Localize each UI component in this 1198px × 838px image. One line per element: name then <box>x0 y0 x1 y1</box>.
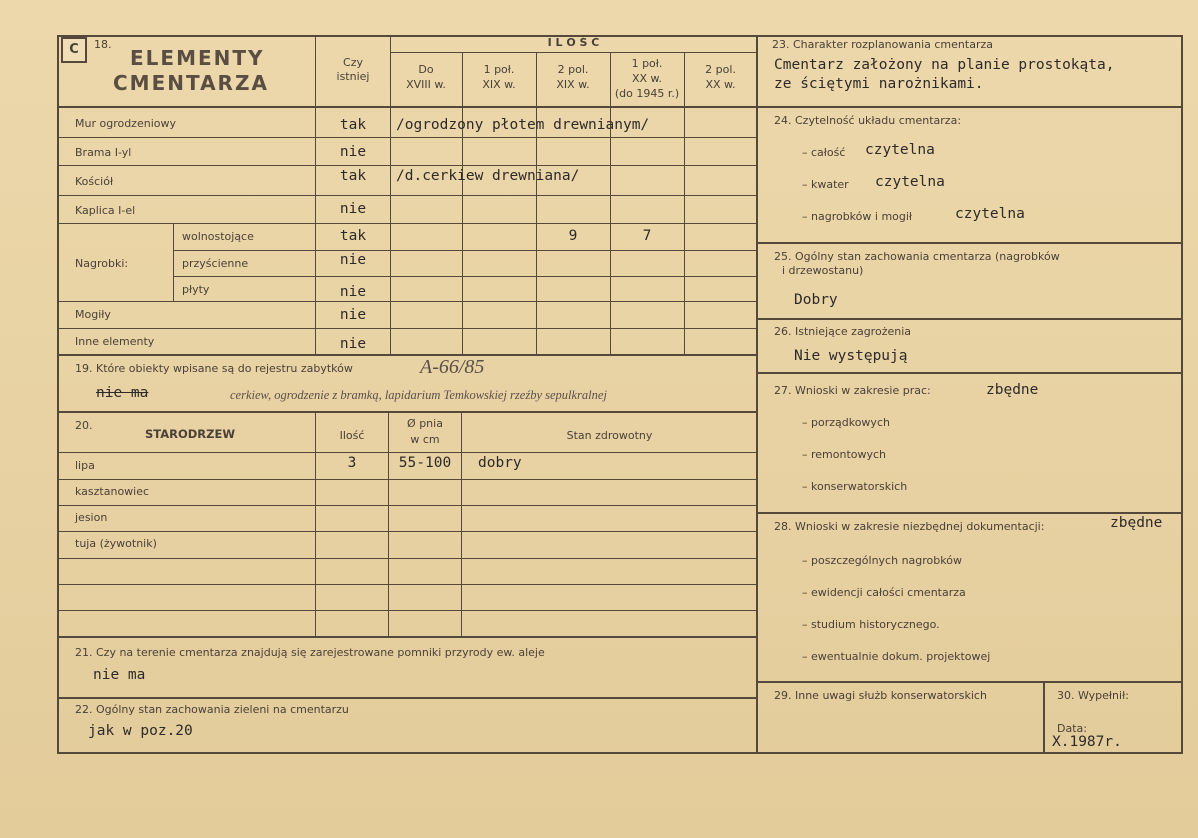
legibility-value-whole: czytelna <box>865 142 935 158</box>
row-label-brama: Brama I-yl <box>75 146 132 159</box>
section-23-value-2: ze ściętymi narożnikami. <box>774 76 984 92</box>
card-type-box: C <box>61 37 87 63</box>
tree-dia-header-1: Ø pnia <box>407 417 443 430</box>
legibility-label-whole: – całość <box>802 146 846 159</box>
period-4-l1: 1 poł. <box>631 57 663 70</box>
section-18-title-1: ELEMENTY <box>130 46 265 70</box>
period-1-l1: Do <box>418 63 434 76</box>
row-exists-inne: nie <box>339 336 367 352</box>
period-1-l2: XVIII w. <box>406 78 446 91</box>
period-3-l1: 2 pol. <box>557 63 589 76</box>
works-item-2: – remontowych <box>802 448 887 461</box>
period-2-l2: XIX w. <box>482 78 516 91</box>
tree-qty-header: Ilość <box>339 429 365 442</box>
works-item-1: – porządkowych <box>802 416 890 429</box>
doc-item-4: – ewentualnie dokum. projektowej <box>802 650 991 663</box>
row-exists-mogily: nie <box>339 307 367 323</box>
tree-state-1: dobry <box>478 455 522 471</box>
sub-count-xx1: 7 <box>642 228 652 244</box>
sub-exists-wolnostojace: tak <box>339 228 367 244</box>
legibility-label-graves: – nagrobków i mogił <box>802 210 913 223</box>
row-exists-kaplica: nie <box>339 201 367 217</box>
section-25-label-2: i drzewostanu) <box>782 264 864 277</box>
exists-header-1: Czy <box>343 56 363 69</box>
sub-label-przyscienne: przyścienne <box>182 257 249 270</box>
row-note-mur: /ogrodzony płotem drewnianym/ <box>396 117 650 133</box>
section-21-value: nie ma <box>93 667 146 683</box>
section-30-label: 30. Wypełnił: <box>1057 689 1129 702</box>
sub-count-xix2: 9 <box>568 228 578 244</box>
row-label-kaplica: Kaplica I-el <box>75 204 136 217</box>
registry-number: A-66/85 <box>420 356 485 378</box>
section-18-number: 18. <box>94 38 112 51</box>
tree-name-1: lipa <box>75 459 95 472</box>
section-25-value: Dobry <box>794 292 838 308</box>
sub-exists-plyty: nie <box>339 284 367 300</box>
doc-item-3: – studium historycznego. <box>802 618 940 631</box>
tree-name-3: jesion <box>75 511 108 524</box>
row-label-inne: Inne elementy <box>75 335 155 348</box>
tree-state-header: Stan zdrowotny <box>566 429 653 442</box>
section-28-value: zbędne <box>1110 515 1163 531</box>
section-23-value-1: Cmentarz założony na planie prostokąta, <box>774 57 1115 73</box>
quantity-header: I L O Ś Ć <box>547 36 600 49</box>
period-4-l2: XX w. <box>631 72 663 85</box>
row-label-nagrobki: Nagrobki: <box>75 257 129 270</box>
legibility-value-quarters: czytelna <box>875 174 945 190</box>
section-26-label: 26. Istniejące zagrożenia <box>774 325 912 338</box>
sub-label-wolnostojace: wolnostojące <box>182 230 254 243</box>
section-18-title-2: CMENTARZA <box>113 71 269 95</box>
section-20-number: 20. <box>75 419 93 432</box>
section-22-value: jak w poz.20 <box>88 723 193 739</box>
section-19-typed: nie ma <box>96 385 149 401</box>
section-19-label: 19. Które obiekty wpisane są do rejestru zabytków <box>75 362 353 375</box>
tree-dia-1: 55-100 <box>398 455 452 471</box>
section-27-value: zbędne <box>986 382 1039 398</box>
period-5-l1: 2 pol. <box>705 63 736 76</box>
section-22-label: 22. Ogólny stan zachowania zieleni na cmentarzu <box>75 703 349 716</box>
row-label-mur: Mur ogrodzeniowy <box>75 117 176 130</box>
section-23-label: 23. Charakter rozplanowania cmentarza <box>772 38 993 51</box>
exists-header-2: istniej <box>336 70 370 83</box>
tree-qty-1: 3 <box>347 455 357 471</box>
sub-exists-przyscienne: nie <box>339 252 367 268</box>
section-25-label-1: 25. Ogólny stan zachowania cmentarza (nagrobków <box>774 250 1060 263</box>
section-24-label: 24. Czytelność układu cmentarza: <box>774 114 962 127</box>
doc-item-2: – ewidencji całości cmentarza <box>802 586 966 599</box>
row-exists-kosciol: tak <box>339 168 367 184</box>
period-4-l3: (do 1945 r.) <box>614 87 680 100</box>
period-5-l2: XX w. <box>705 78 736 91</box>
section-19-handwritten: cerkiew, ogrodzenie z bramką, lapidarium Temkowskiej rzeźby sepulkralnej <box>230 388 607 402</box>
doc-item-1: – poszczególnych nagrobków <box>802 554 962 567</box>
row-label-mogily: Mogiły <box>75 308 111 321</box>
legibility-value-graves: czytelna <box>955 206 1025 222</box>
section-27-label: 27. Wnioski w zakresie prac: <box>774 384 931 397</box>
date-value: X.1987r. <box>1052 734 1122 750</box>
section-29-label: 29. Inne uwagi służb konserwatorskich <box>774 689 987 702</box>
tree-name-2: kasztanowiec <box>75 485 150 498</box>
row-label-kosciol: Kościół <box>75 175 114 188</box>
works-item-3: – konserwatorskich <box>802 480 908 493</box>
section-28-label: 28. Wnioski w zakresie niezbędnej dokumentacji: <box>774 520 1045 533</box>
legibility-label-quarters: – kwater <box>802 178 849 191</box>
sub-label-plyty: płyty <box>182 283 210 296</box>
row-exists-brama: nie <box>339 144 367 160</box>
tree-dia-header-2: w cm <box>410 433 440 446</box>
section-21-label: 21. Czy na terenie cmentarza znajdują się zarejestrowane pomniki przyrody ew. aleje <box>75 646 545 659</box>
period-2-l1: 1 poł. <box>483 63 515 76</box>
period-3-l2: XIX w. <box>556 78 590 91</box>
section-20-title: STARODRZEW <box>145 427 236 441</box>
tree-name-4: tuja (żywotnik) <box>75 537 157 550</box>
section-26-value: Nie występują <box>794 348 908 364</box>
date-label: Data: <box>1057 722 1087 735</box>
row-note-kosciol: /d.cerkiew drewniana/ <box>396 168 580 184</box>
row-exists-mur: tak <box>339 117 367 133</box>
